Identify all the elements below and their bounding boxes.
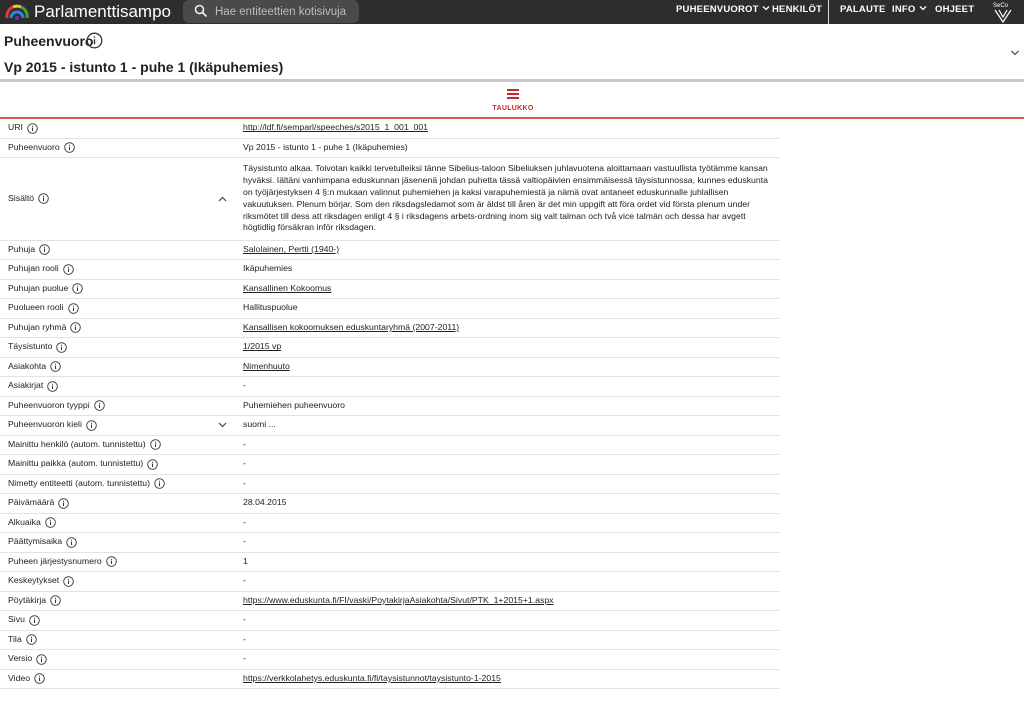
table-row xyxy=(0,241,780,261)
property-label xyxy=(8,592,61,611)
property-value-text: - xyxy=(243,380,246,391)
table-row xyxy=(0,455,780,475)
property-label xyxy=(8,158,49,240)
property-value xyxy=(243,338,281,357)
nav-speeches-label: PUHEENVUOROT xyxy=(676,4,759,15)
nav-feedback-link[interactable] xyxy=(840,0,886,24)
table-row xyxy=(0,650,780,670)
info-icon[interactable] xyxy=(50,595,61,606)
property-label xyxy=(8,514,56,533)
property-label xyxy=(8,533,77,552)
info-icon[interactable] xyxy=(154,478,165,489)
property-value-text: 1 xyxy=(243,555,248,566)
table-icon xyxy=(507,89,519,99)
chevron-up-icon xyxy=(218,196,227,202)
property-label-text: Puhujan ryhmä xyxy=(8,321,67,332)
seco-logo-icon[interactable] xyxy=(990,0,1016,24)
property-label xyxy=(8,377,58,396)
property-value xyxy=(243,611,246,630)
property-label xyxy=(8,139,75,158)
property-label xyxy=(8,455,158,474)
info-icon[interactable] xyxy=(94,400,105,411)
property-value-link[interactable]: Kansallisen kokoomuksen eduskuntaryhmä (2007-2011) xyxy=(243,321,460,332)
property-label-text: Sivu xyxy=(8,614,25,625)
property-label-text: Puhuja xyxy=(8,243,36,254)
nav-instructions-label: OHJEET xyxy=(935,4,975,15)
info-icon[interactable] xyxy=(39,244,50,255)
property-value-text: - xyxy=(243,653,246,664)
property-value xyxy=(243,572,246,591)
info-icon[interactable] xyxy=(50,361,61,372)
property-label xyxy=(8,241,50,260)
property-value-text: Hallituspuolue xyxy=(243,302,298,313)
property-value-text: - xyxy=(243,516,246,527)
property-label xyxy=(8,611,40,630)
property-value xyxy=(243,475,246,494)
property-value xyxy=(243,299,298,318)
nav-instructions-link[interactable] xyxy=(935,0,974,24)
table-row xyxy=(0,494,780,514)
property-value xyxy=(243,260,292,279)
property-value xyxy=(243,455,246,474)
property-label-text: Asiakirjat xyxy=(8,380,44,391)
property-value-text: - xyxy=(243,614,246,625)
property-label xyxy=(8,119,38,138)
info-icon[interactable] xyxy=(70,322,81,333)
table-row xyxy=(0,119,780,139)
property-label-text: Alkuaika xyxy=(8,516,41,527)
property-label-text: Versio xyxy=(8,653,33,664)
property-label-text: Mainittu paikka (autom. tunnistettu) xyxy=(8,458,144,469)
property-label xyxy=(8,631,37,650)
table-row xyxy=(0,158,780,241)
table-row xyxy=(0,299,780,319)
table-row xyxy=(0,280,780,300)
nav-info-label: INFO xyxy=(892,4,916,15)
parlamenttisampo-logo-icon[interactable] xyxy=(5,2,29,22)
info-icon[interactable] xyxy=(72,283,83,294)
property-value xyxy=(243,377,246,396)
table-row xyxy=(0,319,780,339)
expand-toggle[interactable] xyxy=(218,416,227,435)
table-row xyxy=(0,397,780,417)
property-label xyxy=(8,416,97,435)
table-row xyxy=(0,416,780,436)
info-icon[interactable] xyxy=(68,303,79,314)
table-row xyxy=(0,572,780,592)
property-value-text: - xyxy=(243,477,246,488)
property-value-text: - xyxy=(243,575,246,586)
info-icon[interactable] xyxy=(36,654,47,665)
property-value xyxy=(243,514,246,533)
info-icon[interactable] xyxy=(106,556,117,567)
info-icon[interactable] xyxy=(147,459,158,470)
property-label-text: Puheen järjestysnumero xyxy=(8,555,102,566)
property-value-link[interactable]: 1/2015 vp xyxy=(243,341,282,352)
table-row xyxy=(0,436,780,456)
property-label-text: Sisältö xyxy=(8,192,35,203)
property-value-link[interactable]: Salolainen, Pertti (1940-) xyxy=(243,243,340,254)
nav-speeches-menu[interactable] xyxy=(676,0,770,24)
property-label xyxy=(8,280,83,299)
table-row xyxy=(0,139,780,159)
table-row xyxy=(0,592,780,612)
property-label-text: Pöytäkirja xyxy=(8,594,47,605)
property-label xyxy=(8,650,47,669)
tab-table-label: TAULUKKO xyxy=(492,105,534,112)
chevron-down-icon xyxy=(919,4,927,12)
property-value-text: Täysistunto alkaa. Toivotan kaikki tervetulleiksi tänne Sibelius-taloon Sibeliuksen juhlavuotena aloittamaan vastuullista työtämme kansan hyväksi. Iältäni vanhimpana eduskunnan jäsenenä johdan puhetta tässä valtiopäivien ensimmäisessä täysistunnossa, kunnes eduskunta on työjärjestyksen 4 §:n mukaan valinnut puhemiehen ja kaksi varapuhemiestä ja nämä ovat antaneet eduskunnalle juhlallisen vakuutuksen. Plenum börjar. Som den riksdagsledamot som är äldst till åren är det min uppgift att föra ordet vid första plenum under riksmötet till dess att riksdagen enligt 4 § i riksdagens arbets-ordning inom sig valt talman och två vice talmän och dessa har avgett högtidlig försäkran inför riksdagen. xyxy=(243,163,768,233)
tab-table[interactable] xyxy=(470,88,556,116)
property-value-text: - xyxy=(243,633,246,644)
property-value xyxy=(243,670,501,689)
property-value xyxy=(243,139,408,158)
chevron-down-icon xyxy=(218,422,227,428)
search-box[interactable] xyxy=(183,0,359,23)
property-value xyxy=(243,533,246,552)
property-value xyxy=(243,280,331,299)
table-row xyxy=(0,475,780,495)
property-label xyxy=(8,670,45,689)
property-label-text: Puolueen rooli xyxy=(8,302,64,313)
property-label-text: Puheenvuoro xyxy=(8,141,60,152)
property-value-text: 28.04.2015 xyxy=(243,497,287,508)
property-label-text: Puheenvuoron tyyppi xyxy=(8,399,90,410)
property-label xyxy=(8,553,117,572)
info-icon[interactable] xyxy=(150,439,161,450)
property-value-link[interactable]: http://ldf.fi/semparl/speeches/s2015_1_001_001 xyxy=(243,122,428,133)
info-icon[interactable] xyxy=(86,420,97,431)
table-row xyxy=(0,260,780,280)
info-icon[interactable] xyxy=(63,576,74,587)
properties-table xyxy=(0,119,780,689)
property-value xyxy=(243,494,286,513)
info-icon[interactable] xyxy=(66,537,77,548)
property-value-text: - xyxy=(243,438,246,449)
property-label xyxy=(8,494,69,513)
search-input[interactable] xyxy=(215,3,353,20)
property-value-text: Puhemiehen puheenvuoro xyxy=(243,399,345,410)
table-row xyxy=(0,631,780,651)
table-row xyxy=(0,533,780,553)
info-icon[interactable] xyxy=(34,673,45,684)
nav-divider xyxy=(828,0,829,24)
property-label xyxy=(8,319,81,338)
table-row xyxy=(0,338,780,358)
property-label xyxy=(8,436,161,455)
property-label-text: Video xyxy=(8,672,31,683)
property-value-link[interactable]: https://www.eduskunta.fi/FI/vaski/PoytakirjaAsiakohta/Sivut/PTK_1+2015+1.aspx xyxy=(243,594,554,605)
info-icon[interactable] xyxy=(58,498,69,509)
property-label xyxy=(8,299,79,318)
property-label xyxy=(8,475,165,494)
table-row xyxy=(0,611,780,631)
property-value xyxy=(243,631,246,650)
info-icon[interactable] xyxy=(47,381,58,392)
property-value-link[interactable]: Kansallinen Kokoomus xyxy=(243,282,332,293)
chevron-down-icon[interactable] xyxy=(1010,49,1020,57)
property-label-text: Päättymisaika xyxy=(8,536,63,547)
app-title[interactable]: Parlamenttisampo xyxy=(34,2,172,21)
property-value xyxy=(243,553,248,572)
property-label-text: Asiakohta xyxy=(8,360,47,371)
table-row xyxy=(0,377,780,397)
property-label-text: Nimetty entiteetti (autom. tunnistettu) xyxy=(8,477,150,488)
property-value xyxy=(243,650,246,669)
property-label-text: Tila xyxy=(8,633,22,644)
top-app-bar xyxy=(0,0,1024,24)
property-label-text: Puheenvuoron kieli xyxy=(8,419,82,430)
entity-type-heading: Puheenvuoro xyxy=(4,33,94,49)
property-value-text: suomi ... xyxy=(243,419,276,430)
table-row xyxy=(0,553,780,573)
chevron-down-icon xyxy=(762,4,770,12)
info-icon[interactable] xyxy=(27,123,38,134)
table-row xyxy=(0,514,780,534)
property-value xyxy=(243,436,246,455)
property-value xyxy=(243,158,770,240)
property-value xyxy=(243,416,276,435)
property-value xyxy=(243,592,554,611)
property-label-text: Puhujan puolue xyxy=(8,282,69,293)
seco-logo-text: SeCo xyxy=(993,3,1009,9)
info-icon[interactable] xyxy=(63,264,74,275)
property-value-link[interactable]: Nimenhuuto xyxy=(243,360,290,371)
nav-feedback-label: PALAUTE xyxy=(840,4,886,15)
property-value xyxy=(243,358,290,377)
property-label xyxy=(8,260,74,279)
property-label xyxy=(8,338,67,357)
property-label-text: Täysistunto xyxy=(8,341,53,352)
property-label xyxy=(8,397,105,416)
entity-title: Vp 2015 - istunto 1 - puhe 1 (Ikäpuhemies) xyxy=(4,59,284,75)
property-label-text: Keskeytykset xyxy=(8,575,60,586)
property-value-text: Vp 2015 - istunto 1 - puhe 1 (Ikäpuhemies) xyxy=(243,141,408,152)
nav-persons-label: HENKILÖT xyxy=(772,4,823,15)
property-value xyxy=(243,319,459,338)
property-value-text: Ikäpuhemies xyxy=(243,263,293,274)
property-value xyxy=(243,241,339,260)
info-icon[interactable] xyxy=(38,193,49,204)
table-row xyxy=(0,670,780,690)
property-label-text: Mainittu henkilö (autom. tunnistettu) xyxy=(8,438,146,449)
collapse-toggle[interactable] xyxy=(218,158,227,240)
info-icon[interactable] xyxy=(56,342,67,353)
search-icon xyxy=(194,4,208,18)
nav-info-menu[interactable] xyxy=(892,0,927,24)
info-icon[interactable] xyxy=(86,32,103,49)
property-label xyxy=(8,358,61,377)
info-icon[interactable] xyxy=(64,142,75,153)
header-divider xyxy=(0,79,1024,82)
info-icon[interactable] xyxy=(45,517,56,528)
property-value-text: - xyxy=(243,458,246,469)
property-label xyxy=(8,572,74,591)
property-label-text: URI xyxy=(8,122,23,133)
property-label-text: Puhujan rooli xyxy=(8,263,59,274)
table-row xyxy=(0,358,780,378)
property-value-text: - xyxy=(243,536,246,547)
property-value-link[interactable]: https://verkkolahetys.eduskunta.fi/fi/taysistunnot/taysistunto-1-2015 xyxy=(243,672,501,683)
info-icon[interactable] xyxy=(26,634,37,645)
nav-persons-link[interactable] xyxy=(772,0,822,24)
property-label-text: Päivämäärä xyxy=(8,497,55,508)
property-value xyxy=(243,397,345,416)
property-value xyxy=(243,119,428,138)
info-icon[interactable] xyxy=(29,615,40,626)
